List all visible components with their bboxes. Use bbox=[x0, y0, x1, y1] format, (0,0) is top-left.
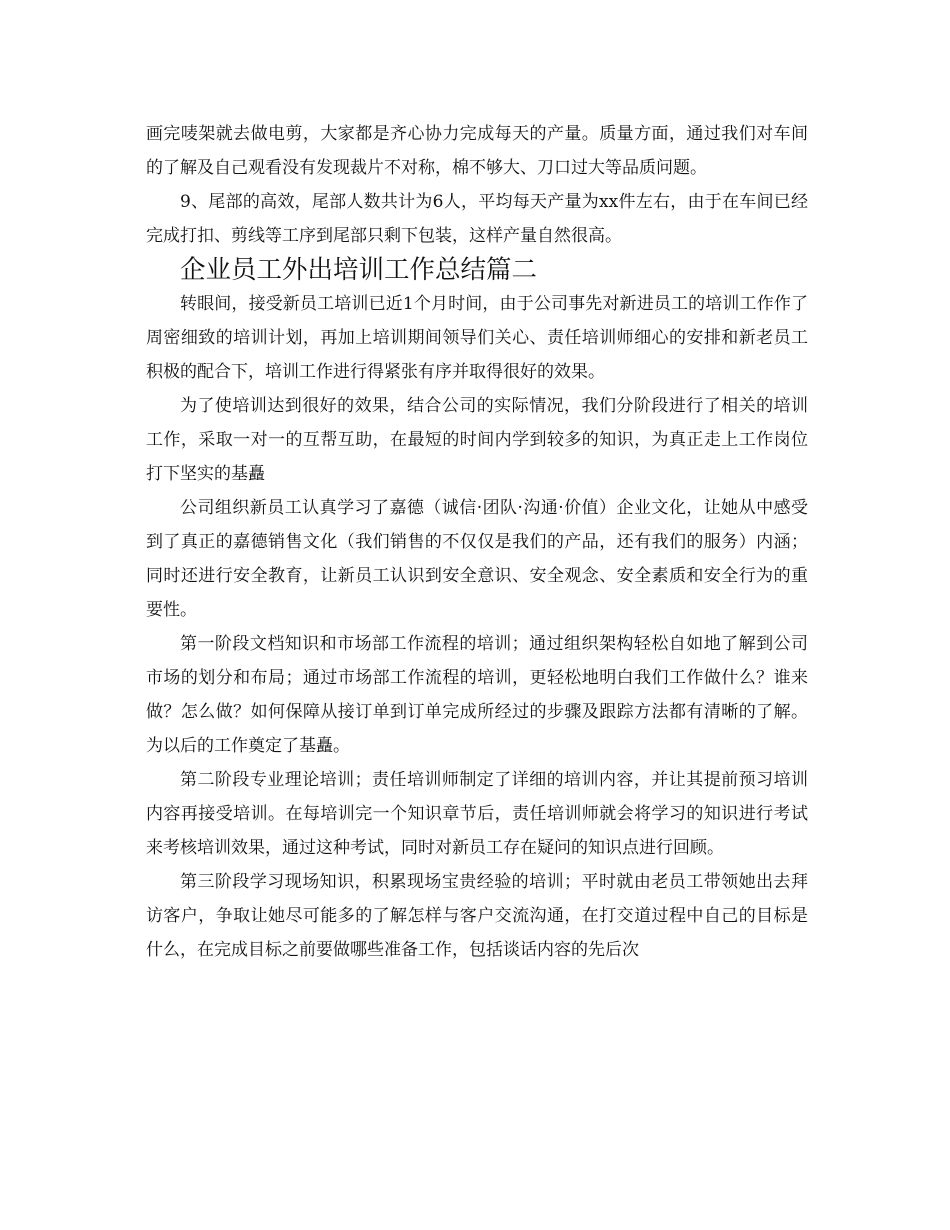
paragraph-item-9: 9、尾部的高效，尾部人数共计为6人，平均每天产量为xx件左右，由于在车间已经完成打扣、剪线等工序到尾部只剩下包装，这样产量自然很高。 bbox=[146, 192, 808, 246]
paragraph-intro: 转眼间，接受新员工培训已近1个月时间，由于公司事先对新进员工的培训工作作了周密细致的培训计划，再加上培训期间领导们关心、责任培训师细心的安排和新老员工积极的配合下，培训工作进行得紧张有序并取得很好的效果。 bbox=[146, 294, 808, 382]
paragraph-stage-two: 第二阶段专业理论培训；责任培训师制定了详细的培训内容，并让其提前预习培训内容再接受培训。在每培训完一个知识章节后，责任培训师就会将学习的知识进行考试来考核培训效果，通过这种考试，同时对新员工存在疑问的知识点进行回顾。 bbox=[146, 770, 808, 858]
paragraph-culture: 公司组织新员工认真学习了嘉德（诚信·团队·沟通·价值）企业文化，让她从中感受到了真正的嘉德销售文化（我们销售的不仅仅是我们的产品，还有我们的服务）内涵；同时还进行安全教育，让新员工认识到安全意识、安全观念、安全素质和安全行为的重要性。 bbox=[146, 498, 808, 620]
section-heading: 企业员工外出培训工作总结篇二 bbox=[180, 255, 538, 285]
document-body bbox=[146, 117, 808, 967]
paragraph-continuation: 画完唛架就去做电剪，大家都是齐心协力完成每天的产量。质量方面，通过我们对车间的了解及自己观看没有发现裁片不对称，棉不够大、刀口过大等品质问题。 bbox=[146, 124, 808, 178]
paragraph-stage-one: 第一阶段文档知识和市场部工作流程的培训；通过组织架构轻松自如地了解到公司市场的划分和布局；通过市场部工作流程的培训，更轻松地明白我们工作做什么？谁来做？怎么做？如何保障从接订单到订单完成所经过的步骤及跟踪方法都有清晰的了解。为以后的工作奠定了基矗。 bbox=[146, 634, 808, 756]
paragraph-goal: 为了使培训达到很好的效果，结合公司的实际情况，我们分阶段进行了相关的培训工作，采取一对一的互帮互助，在最短的时间内学到较多的知识，为真正走上工作岗位打下坚实的基矗 bbox=[146, 396, 808, 484]
paragraph-stage-three: 第三阶段学习现场知识，积累现场宝贵经验的培训；平时就由老员工带领她出去拜访客户，争取让她尽可能多的了解怎样与客户交流沟通，在打交道过程中自己的目标是什么，在完成目标之前要做哪些准备工作，包括谈话内容的先后次 bbox=[146, 872, 808, 960]
